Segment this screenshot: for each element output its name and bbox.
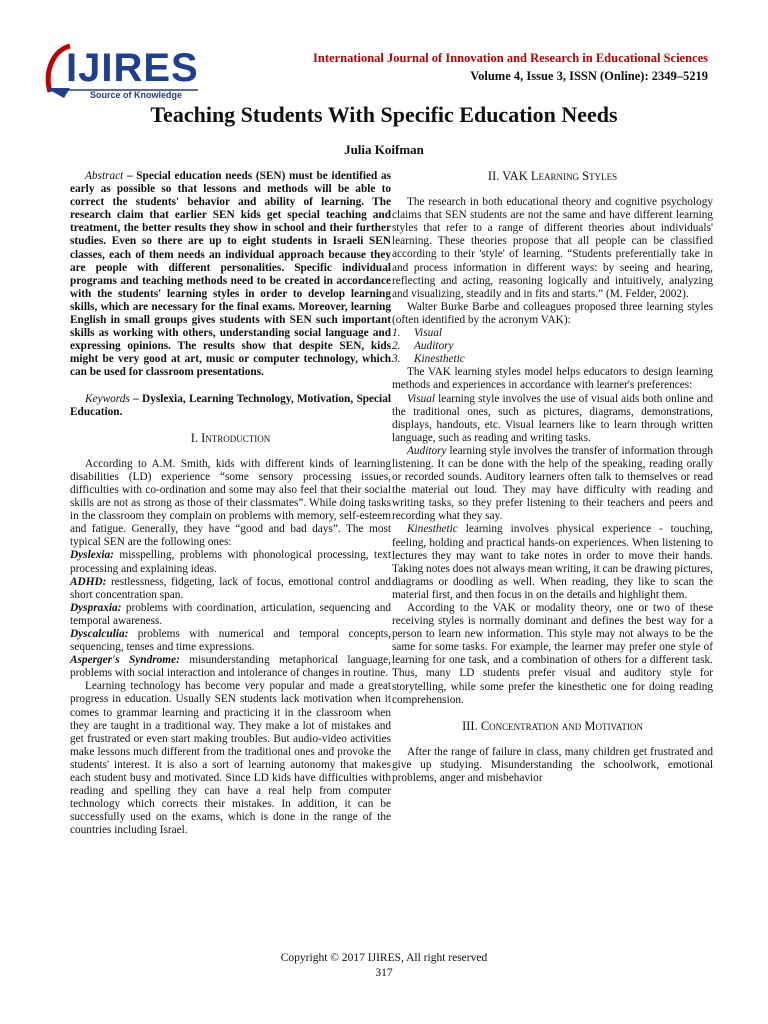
sen-description: problems with numerical and temporal concepts, sequencing, tenses and time expressions. — [70, 628, 391, 654]
section-heading-concentration: III. Concentration and Motivation — [462, 718, 643, 733]
visual-text: learning style involves the use of visual aids both online and the traditional ones, such as pictures, diagrams, demonstrations, displays, handouts, etc. Visual learners like to learn through written language, such as reading and writing tasks. — [392, 392, 713, 444]
sen-item-asperger — [70, 654, 391, 680]
list-number: 2. — [392, 340, 401, 353]
auditory-paragraph — [392, 445, 713, 524]
section-heading-introduction: I. Introduction — [190, 430, 271, 445]
logo-text: IJIRES — [66, 46, 199, 90]
author-name: Julia Koifman — [344, 142, 424, 157]
concentration-paragraph-1: After the range of failure in class, many children get frustrated and give up studying. Misunderstanding the schoolwork, emotional problems, anger and misbehavior — [392, 745, 713, 785]
kinesthetic-text: learning involves physical experience - touching, feeling, holding and practical hands-on experiences. When listening to lectures they may want to take notes in order to move their hands. Taking notes does not always mean writing, it can be drawing pictures, diagrams or doodling as well. When reading, they like to scan the material first, and then focus in on the details and highlight them. — [392, 523, 713, 601]
list-number: 1. — [392, 327, 401, 340]
sen-term: Dyscalculia: — [70, 628, 129, 640]
auditory-term: Auditory — [407, 444, 447, 457]
keywords-label: Keywords — [85, 392, 130, 405]
abstract — [70, 170, 391, 380]
sen-item-adhd — [70, 576, 391, 602]
abstract-text: – Special education needs (SEN) must be identified as early as possible so that lessons and methods will be able to correct the students' behavior and ability of learning. The research claim that earlier SEN kids get special teaching and treatment, the better results they show in school and their further studies. Even so there are up to eight students in Israeli SEN classes, each of them needs an individual approach because they are people with different personalities. Specific individual programs and teaching methods need to be created in accordance with the students' learning styles in order to develop learning skills, which are necessary for the final exams. Moreover, learning English in small groups gives students with SEN such important skills as working with others, understanding social language and expressing opinions. The results show that despite SEN, kids might be very good at art, music or computer technology, which can be used for classroom presentations. — [70, 170, 391, 379]
abstract-label: Abstract — [85, 170, 124, 182]
paper-title: Teaching Students With Specific Education Needs — [150, 102, 618, 127]
section-heading-vak: II. VAK Learning Styles — [487, 169, 618, 183]
right-column — [392, 170, 713, 785]
vak-paragraph-2: Walter Burke Barbe and colleagues proposed three learning styles (often identified by the acronym VAK): — [392, 300, 713, 326]
keywords — [70, 393, 391, 419]
intro-paragraph: According to A.M. Smith, kids with different kinds of learning disabilities (LD) experience “some sensory processing issues, difficulties with co-ordination and some may also feel that their social skills are not as strong as those of their classmates”. While doing tasks in the classroom they complain on problems with memory, self-esteem and fatigue. Generally, they have “good and bad days”. The most typical SEN are the following ones: — [70, 457, 391, 549]
sen-item-dyslexia — [70, 549, 391, 575]
sen-description: restlessness, fidgeting, lack of focus, emotional control and short concentration span. — [70, 575, 391, 601]
journal-logo — [40, 40, 200, 102]
vak-paragraph-1: The research in both educational theory and cognitive psychology claims that SEN students are not the same and have different learning styles that refer to a range of different theories about individuals' learning. These theories propose that all people can be classified according to their 'style' of learning. “Students preferentially take in and process information in different ways: by seeing and hearing, reflecting and acting, reasoning logically and intuitively, analyzing and visualizing, steadily and in fits and starts.” (M. Felder, 2002). — [392, 196, 713, 300]
kinesthetic-term: Kinesthetic — [407, 523, 458, 536]
copyright-footer: Copyright © 2017 IJIRES, All right reserved — [280, 952, 488, 964]
left-column — [70, 170, 391, 838]
auditory-text: learning style involves the transfer of information through listening. It can be done with the help of the speaking, reading orally or recorded sounds. Auditory learners often talk to themselves or read the material out loud. They may have difficulty with reading and writing tasks, so they prefer listening to their teachers and peers and recording what they say. — [392, 444, 713, 523]
list-label: Auditory — [414, 340, 454, 353]
list-label: Kinesthetic — [414, 353, 465, 366]
vak-paragraph-3: The VAK learning styles model helps educators to design learning methods and experiences in accordance with learner's preferences: — [392, 366, 713, 392]
learning-technology-paragraph: Learning technology has become very popular and made a great progress in education. Usually SEN students lack motivation when it comes to grammar learning and practicing it in the classroom when they are taught in a traditional way. They make a lot of mistakes and get frustrated or even start making troubles. But audio-video activities make lessons much different from the traditional ones and provoke the students' interest. It is also a sort of learning autonomy that makes each student busy and motivated. Since LD kids have difficulties with reading and spelling they can have a real help from computer technology which corrects their mistakes. In addition, it can be successfully used on the exams, which is done in the range of the countries including Israel. — [70, 680, 391, 837]
vak-list-item — [392, 353, 713, 366]
sen-item-dyspraxia — [70, 602, 391, 628]
sen-term: Asperger's Syndrome: — [70, 654, 180, 667]
kinesthetic-paragraph — [392, 523, 713, 602]
journal-name: International Journal of Innovation and Research in Educational Sciences — [313, 51, 708, 65]
sen-term: ADHD: — [70, 575, 107, 588]
list-number: 3. — [392, 353, 401, 366]
sen-description: problems with coordination, articulation, sequencing and temporal awareness. — [70, 601, 391, 627]
list-label: Visual — [414, 327, 443, 340]
keywords-text: – Dyslexia, Learning Technology, Motivation, Special Education. — [70, 392, 391, 418]
page-number: 317 — [375, 967, 393, 979]
sen-description: misspelling, problems with phonological processing, text processing and explaining ideas. — [70, 549, 391, 575]
visual-term: Visual — [407, 392, 436, 405]
sen-description: misunderstanding metaphorical language, problems with social interaction and intolerance of changes in routine. — [70, 654, 391, 680]
journal-volume: Volume 4, Issue 3, ISSN (Online): 2349–5219 — [470, 69, 708, 83]
sen-term: Dyspraxia: — [70, 601, 122, 614]
sen-term: Dyslexia: — [70, 549, 114, 562]
vak-paragraph-4: According to the VAK or modality theory, one or two of these receiving styles is normally dominant and defines the best way for a person to learn new information. This style may not always to be the same for some tasks. For example, the learner may prefer one style of learning for one task, and a combination of others for a different task. Thus, many LD students prefer visual and auditory style for storytelling, while some prefer the kinesthetic one for doing reading comprehension. — [392, 602, 713, 706]
vak-list-item — [392, 340, 713, 353]
vak-list — [392, 327, 713, 366]
sen-item-dyscalculia — [70, 628, 391, 654]
vak-list-item — [392, 327, 713, 340]
visual-paragraph — [392, 393, 713, 445]
logo-tagline: Source of Knowledge — [90, 90, 183, 100]
